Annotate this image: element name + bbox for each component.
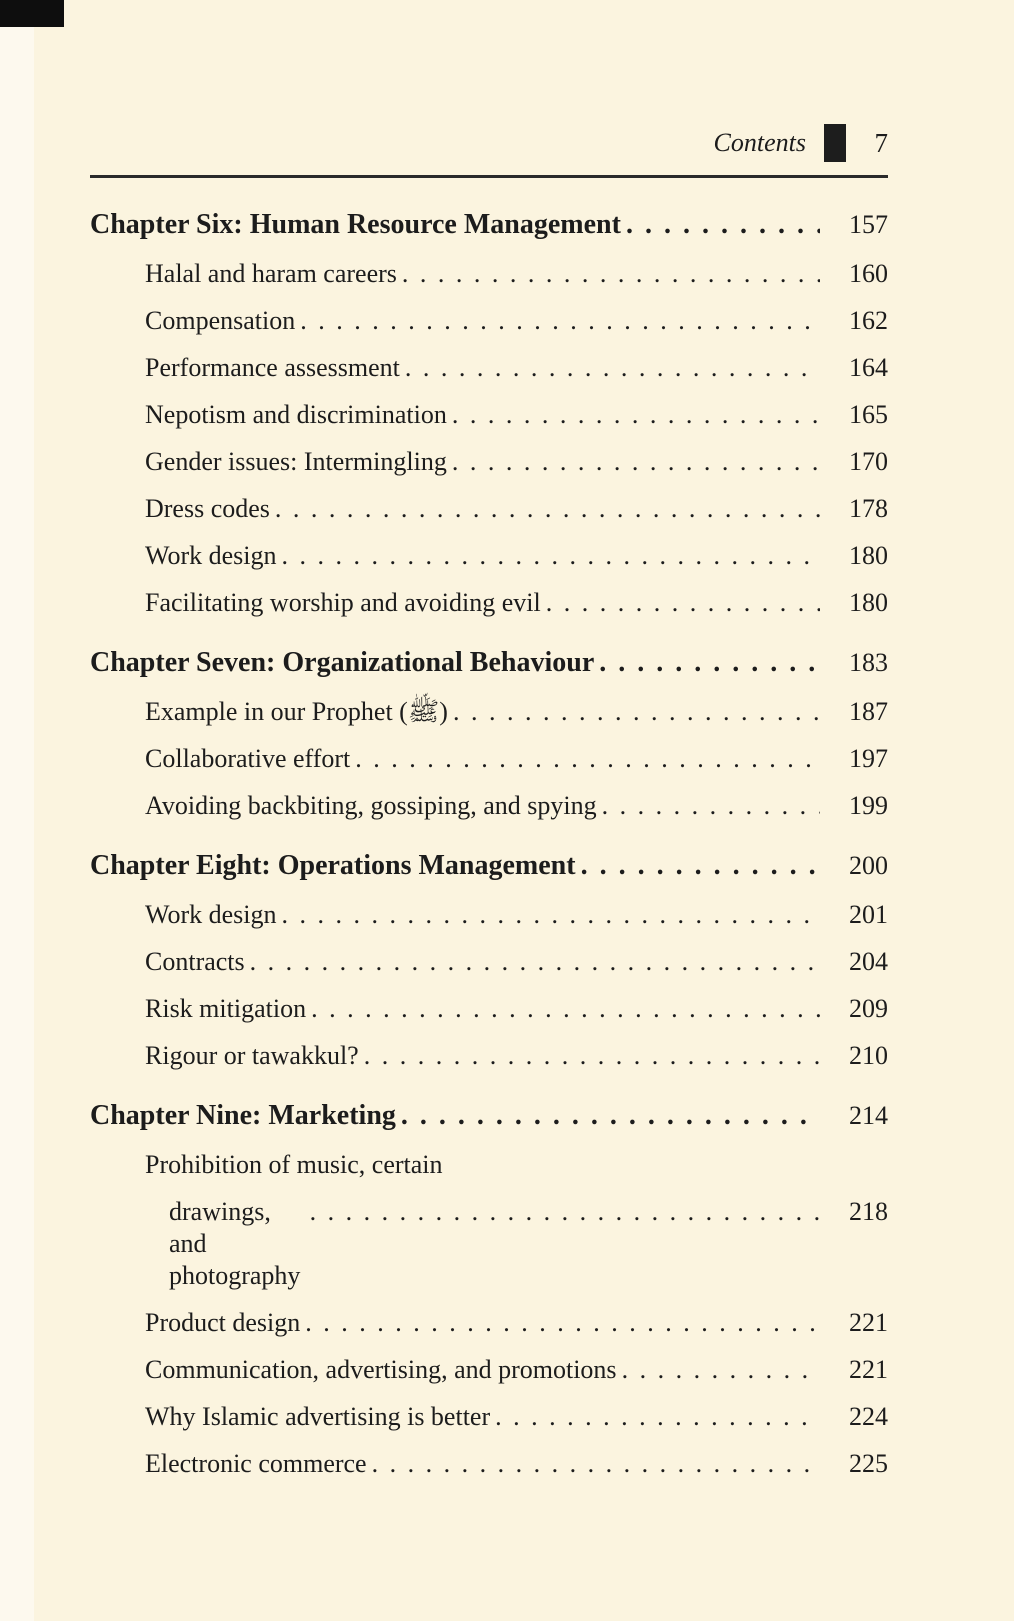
toc-item-title: Work design <box>145 899 277 929</box>
toc-chapter-page: 183 <box>849 648 888 677</box>
toc-item-title: Avoiding backbiting, gossiping, and spying <box>145 790 597 820</box>
toc-item-title: Compensation <box>145 305 296 335</box>
dot-leader <box>452 399 820 431</box>
page-edge <box>0 0 34 1621</box>
dot-leader <box>495 1401 820 1433</box>
dot-leader <box>311 993 820 1025</box>
dot-leader <box>305 1307 820 1339</box>
toc-item-page: 164 <box>849 352 888 382</box>
toc-item <box>90 1299 888 1346</box>
dot-leader <box>372 1448 820 1480</box>
toc-item-title: Nepotism and discrimination <box>145 399 447 429</box>
toc-item-title: Halal and haram careers <box>145 258 397 288</box>
toc-item-title: Contracts <box>145 946 245 976</box>
toc-item-page: 180 <box>849 540 888 570</box>
toc-chapter-title: Chapter Eight: Operations Management <box>90 850 576 881</box>
toc-item-page: 201 <box>849 899 888 929</box>
toc-item <box>90 344 888 391</box>
dot-leader <box>282 899 821 931</box>
toc-item <box>90 782 888 829</box>
toc-item-title: Product design <box>145 1307 301 1337</box>
running-header <box>90 120 888 166</box>
toc-item <box>90 1346 888 1393</box>
toc-item-title: Performance assessment <box>145 352 400 382</box>
toc-chapter <box>90 200 888 250</box>
dot-leader <box>310 1196 820 1228</box>
toc-item-title: Why Islamic advertising is better <box>145 1401 491 1431</box>
dot-leader <box>546 587 820 619</box>
toc-item-page: 165 <box>849 399 888 429</box>
toc-item-page: 197 <box>849 743 888 773</box>
dot-leader <box>300 305 820 337</box>
toc-item <box>90 579 888 626</box>
toc-item-page: 199 <box>849 790 888 820</box>
dot-leader <box>405 352 820 384</box>
dot-leader <box>401 1099 820 1133</box>
toc-item-title-line2: drawings, and photography <box>169 1196 301 1290</box>
toc-item-page: 224 <box>849 1401 888 1431</box>
toc-item <box>90 391 888 438</box>
toc-item <box>90 438 888 485</box>
toc-item-page: 162 <box>849 305 888 335</box>
dot-leader <box>622 1354 820 1386</box>
dot-leader <box>364 1040 820 1072</box>
toc-item-page: 209 <box>849 993 888 1023</box>
toc-chapter <box>90 841 888 891</box>
toc-chapter-title: Chapter Nine: Marketing <box>90 1100 396 1131</box>
scan-artifact <box>0 0 64 27</box>
toc-item <box>90 985 888 1032</box>
dot-leader <box>355 743 820 775</box>
toc-item <box>90 1032 888 1079</box>
toc-item-title: Gender issues: Intermingling <box>145 446 447 476</box>
toc-item <box>90 1393 888 1440</box>
toc-item <box>90 532 888 579</box>
dot-leader <box>581 849 820 883</box>
dot-leader <box>250 946 820 978</box>
toc-chapter-title: Chapter Seven: Organizational Behaviour <box>90 647 595 678</box>
toc-item-page: 187 <box>849 696 888 726</box>
header-page-number: 7 <box>874 127 888 158</box>
toc-item-title: Facilitating worship and avoiding evil <box>145 587 541 617</box>
dot-leader <box>282 540 821 572</box>
dot-leader <box>275 493 820 525</box>
dot-leader <box>599 646 820 680</box>
dot-leader <box>453 696 820 728</box>
toc-item <box>90 485 888 532</box>
toc-item-page: 225 <box>849 1448 888 1478</box>
toc-item-page: 180 <box>849 587 888 617</box>
toc-item-page: 221 <box>849 1307 888 1337</box>
header-rule <box>90 175 888 178</box>
toc-chapter-page: 200 <box>849 851 888 880</box>
toc-item-page: 210 <box>849 1040 888 1070</box>
toc-item-page: 221 <box>849 1354 888 1384</box>
toc-item-page: 178 <box>849 493 888 523</box>
toc-item <box>90 688 888 735</box>
toc-item <box>90 297 888 344</box>
toc-chapter-page: 157 <box>849 210 888 239</box>
toc-item-title: Example in our Prophet (ﷺ) <box>145 696 448 726</box>
toc-item-title: Dress codes <box>145 493 270 523</box>
toc-item <box>90 1141 888 1299</box>
toc-item <box>90 891 888 938</box>
toc-chapter-title: Chapter Six: Human Resource Management <box>90 209 621 240</box>
toc-item-title: Rigour or tawakkul? <box>145 1040 359 1070</box>
toc-item <box>90 938 888 985</box>
toc-chapter-page: 214 <box>849 1101 888 1130</box>
toc-item-page: 218 <box>849 1196 888 1226</box>
header-marker <box>824 124 846 162</box>
toc-item-title: Work design <box>145 540 277 570</box>
running-title: Contents <box>713 128 806 157</box>
toc-item-title: Electronic commerce <box>145 1448 367 1478</box>
toc-chapter <box>90 1091 888 1141</box>
dot-leader <box>452 446 820 478</box>
toc-item <box>90 735 888 782</box>
dot-leader <box>626 208 820 242</box>
toc-item-title: Communication, advertising, and promotions <box>145 1354 617 1384</box>
toc-item-title: Collaborative effort <box>145 743 351 773</box>
toc-chapter <box>90 638 888 688</box>
dot-leader <box>402 258 820 290</box>
table-of-contents <box>90 200 888 1487</box>
toc-item-page: 160 <box>849 258 888 288</box>
toc-item-title-line1: Prohibition of music, certain <box>145 1149 443 1179</box>
toc-item-page: 170 <box>849 446 888 476</box>
toc-item <box>90 250 888 297</box>
toc-item-page: 204 <box>849 946 888 976</box>
book-page <box>90 0 888 1487</box>
toc-item <box>90 1440 888 1487</box>
toc-item-title: Risk mitigation <box>145 993 307 1023</box>
dot-leader <box>602 790 820 822</box>
